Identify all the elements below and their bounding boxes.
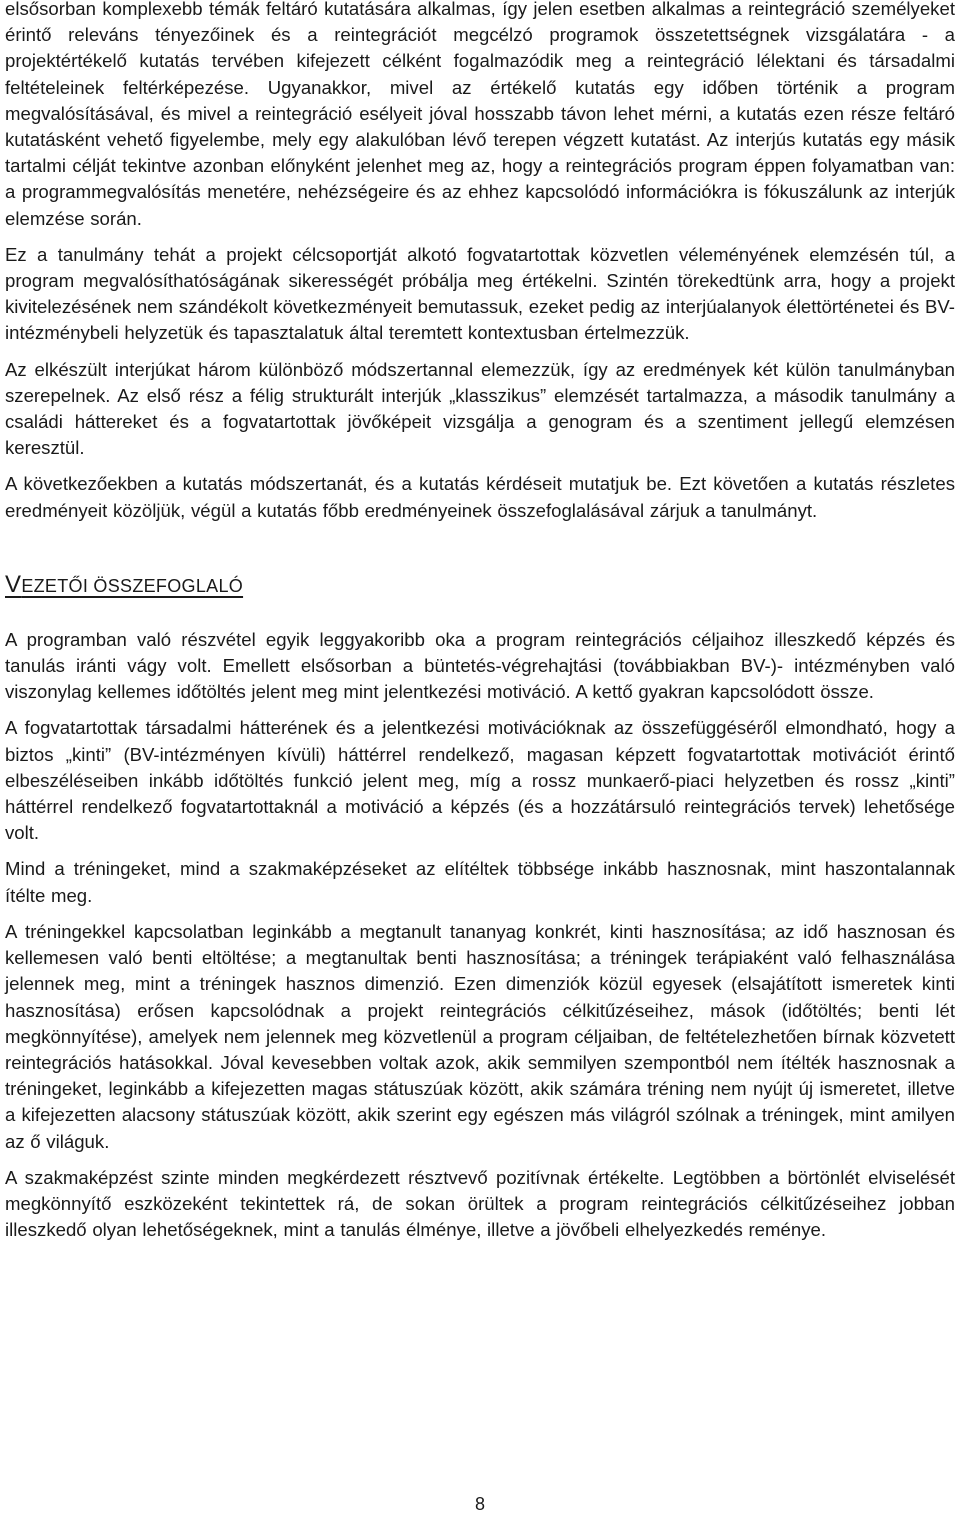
section-heading-rest: EZETŐI ÖSSZEFOGLALÓ <box>21 575 244 596</box>
paragraph: A szakmaképzést szinte minden megkérdezett résztvevő pozitívnak értékelte. Legtöbben a börtönlét elviselését megkönnyítő eszközeként tekintettek rá, de sokan örültek a program reintegrációs célkitűzéseihez jobban illeszkedő olyan lehetőségeknek, mint a tanulás élménye, illetve a jövőbeli elhelyezkedés reménye. <box>5 1166 955 1241</box>
paragraph: A tréningekkel kapcsolatban leginkább a megtanult tananyag konkrét, kinti hasznosítása; az idő hasznosan és kellemesen való benti eltöltése; a megtanultak benti hasznosítása; a tréningek terápiaként való felhasználása jelennek meg, mint a tréningek hasznos dimenzió. Ezen dimenziók közül egyesek (elsajátított ismeretek kinti hasznosítása) erősen kapcsolódnak a projekt reintegrációs célkitűzéseihez, mások (időtöltés; benti lét megkönnyítése), amelyek nem jelennek meg közvetlenül a program céljaiban, de feltételezhetően bírnak közvetett reintegrációs hatásokkal. Jóval kevesebben voltak azok, akik semmilyen szempontból nem ítélték hasznosnak a tréningeket, leginkább a kifejezetten magas státuszúak között, akik számára tréning nem nyújt új ismeretet, illetve a kifejezetten alacsony státuszúak között, akik szerint egy egészen más világról szólnak a tréningek, mint amilyen az ő világuk. <box>5 920 955 1152</box>
page-number: 8 <box>474 1494 485 1514</box>
paragraph: Az elkészült interjúkat három különböző módszertannal elemezzük, így az eredmények két külön tanulmányban szerepelnek. Az első rész a félig strukturált interjúk „klasszikus” elemzését tartalmazza, a második tanulmány a családi háttereket és a fogvatartottak jövőképeit vizsgálja a genogram és a szentiment jellegű elemzésen keresztül. <box>5 358 955 459</box>
section-heading-initial: V <box>5 570 22 598</box>
section-heading <box>5 570 955 601</box>
paragraph: A következőekben a kutatás módszertanát, és a kutatás kérdéseit mutatjuk be. Ezt követően a kutatás részletes eredményeit közöljük, végül a kutatás főbb eredményeinek összefoglalásával zárjuk a tanulmányt. <box>5 473 955 521</box>
paragraph: Mind a tréningeket, mind a szakmaképzéseket az elítéltek többsége inkább hasznosnak, mint haszontalannak ítélte meg. <box>5 858 955 906</box>
paragraph: A programban való részvétel egyik leggyakoribb oka a program reintegrációs céljaihoz illeszkedő képzés és tanulás iránti vágy volt. Emellett elsősorban a büntetés-végrehajtási (továbbiakban BV-)- intézményben való viszonylag kellemes időtöltés jelent meg mint jelentkezési motiváció. A kettő gyakran kapcsolódott össze. <box>5 628 955 703</box>
document-page <box>5 0 955 1253</box>
paragraph: elsősorban komplexebb témák feltáró kutatására alkalmas, így jelen esetben alkalmas a reintegráció személyeket érintő releváns tényezőinek és a reintegrációt megcélzó programok összetettségnek vizsgálatára - a projektértékelő kutatás tervében kifejezett célként fogalmazódik meg a reintegráció lélektani és társadalmi feltételeinek feltérképezése. Ugyanakkor, mivel az értékelő kutatás egy időben történik a program megvalósításával, és mivel a reintegráció esélyeit jóval hosszabb távon lehet mérni, a kutatás ezen része feltáró kutatásként vehető figyelembe, mely egy alakulóban lévő terepen végzett kutatást. Az interjús kutatás egy másik tartalmi célját tekintve azonban előnyként jelenhet meg az, hogy a reintegrációs program éppen folyamatban van: a programmegvalósítás menetére, nehézségeire és az ehhez kapcsolódó információkra is fókuszálunk az interjúk elemzése során. <box>5 0 955 229</box>
paragraph: A fogvatartottak társadalmi hátterének és a jelentkezési motivációknak az összefüggéséről elmondható, hogy a biztos „kinti” (BV-intézményen kívüli) háttérrel rendelkező, magasan képzett fogvatartottak motivációt érintő elbeszéléseiben inkább időtöltés funkció jelent meg, míg a rossz munkaerő-piaci helyzetben és rossz „kinti” háttérrel rendelkező fogvatartottaknál a motiváció a képzés (és a hozzátársuló reintegrációs tervek) lehetősége volt. <box>5 717 955 844</box>
paragraph: Ez a tanulmány tehát a projekt célcsoportját alkotó fogvatartottak közvetlen véleményének elemzésén túl, a program megvalósíthatóságának sikerességét próbálja meg értékelni. Szintén törekedtünk arra, hogy a projekt kivitelezésének nem szándékolt következményeit bemutassuk, ezeket pedig az interjúalanyok élettörténetei és BV-intézménybeli helyzetük és tapasztalatuk által teremtett kontextusban értelmezzük. <box>5 243 955 344</box>
